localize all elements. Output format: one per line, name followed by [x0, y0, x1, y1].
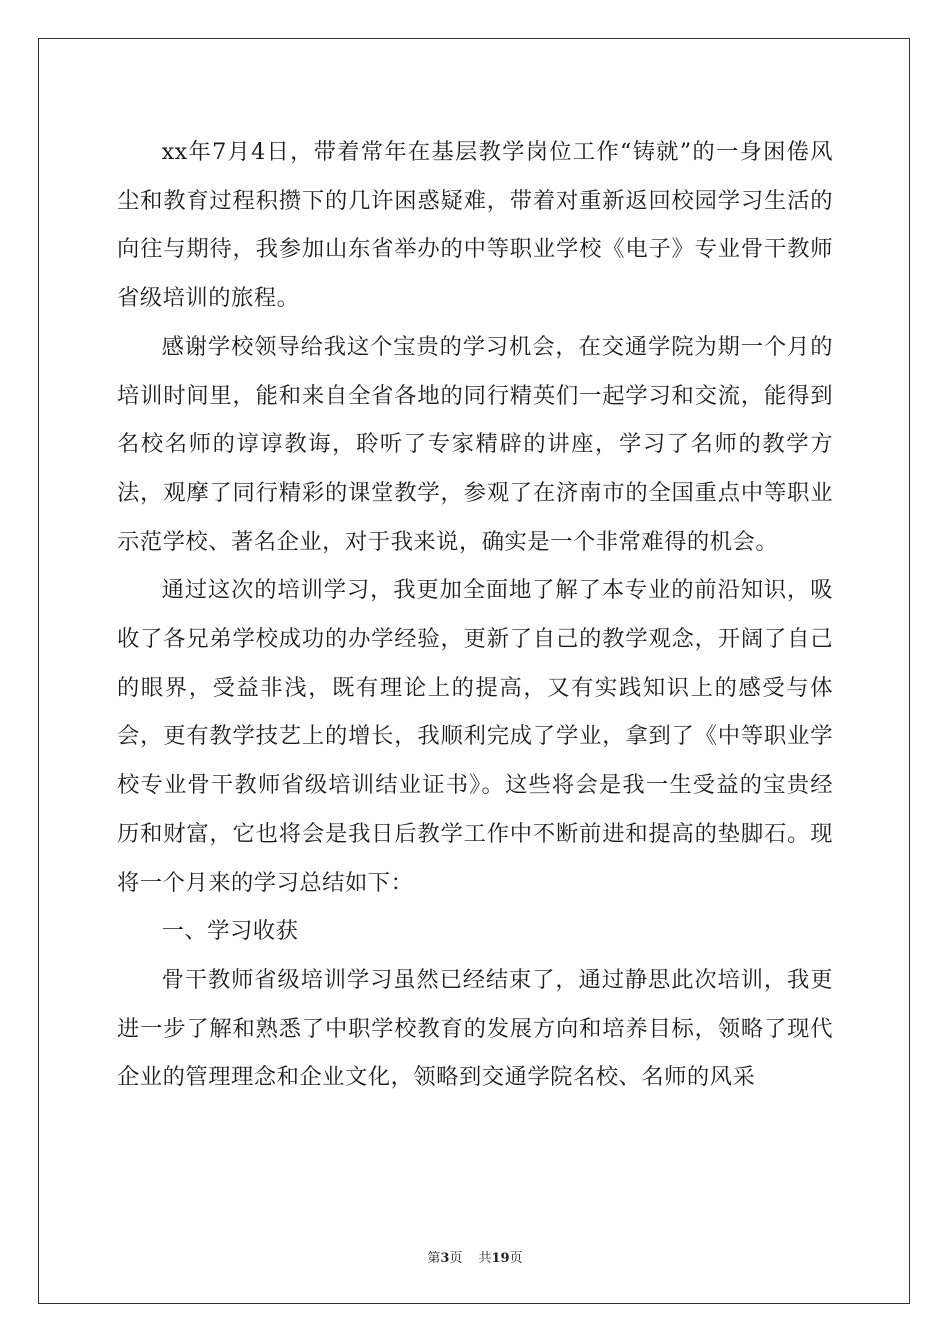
page-footer [0, 1247, 950, 1266]
paragraph-1: xx年7月4日，带着常年在基层教学岗位工作“铸就”的一身困倦风尘和教育过程积攒下的几许困惑疑难，带着对重新返回校园学习生活的向往与期待，我参加山东省举办的中等职业学校《电子》专业骨干教师省级培训的旅程。 [117, 139, 833, 312]
footer-total-pages: 19 [491, 1251, 510, 1266]
footer-page-suffix: 页 [449, 1251, 463, 1266]
paragraph-4: 骨干教师省级培训学习虽然已经结束了，通过静思此次培训，我更进一步了解和熟悉了中职学校教育的发展方向和培养目标，领略了现代企业的管理理念和企业文化，领略到交通学院名校、名师的风采 [117, 966, 833, 1091]
document-body [117, 128, 833, 1102]
paragraph-2: 感谢学校领导给我这个宝贵的学习机会，在交通学院为期一个月的培训时间里，能和来自全省各地的同行精英们一起学习和交流，能得到名校名师的谆谆教诲，聆听了专家精辟的讲座，学习了名师的教学方法，观摩了同行精彩的课堂教学，参观了在济南市的全国重点中等职业示范学校、著名企业，对于我来说，确实是一个非常难得的机会。 [117, 333, 833, 555]
footer-total-prefix: 共 [478, 1251, 492, 1266]
paragraph-3: 通过这次的培训学习，我更加全面地了解了本专业的前沿知识，吸收了各兄弟学校成功的办学经验，更新了自己的教学观念，开阔了自己的眼界，受益非浅，既有理论上的提高，又有实践知识上的感受与体会，更有教学技艺上的增长，我顺利完成了学业，拿到了《中等职业学校专业骨干教师省级培训结业证书》。这些将会是我一生受益的宝贵经历和财富，它也将会是我日后教学工作中不断前进和提高的垫脚石。现将一个月来的学习总结如下： [117, 577, 833, 896]
footer-current-page: 3 [440, 1251, 450, 1266]
footer-page-prefix: 第 [427, 1251, 441, 1266]
section-heading-learning-gains: 一、学习收获 [161, 918, 299, 945]
footer-total-suffix: 页 [509, 1251, 523, 1266]
